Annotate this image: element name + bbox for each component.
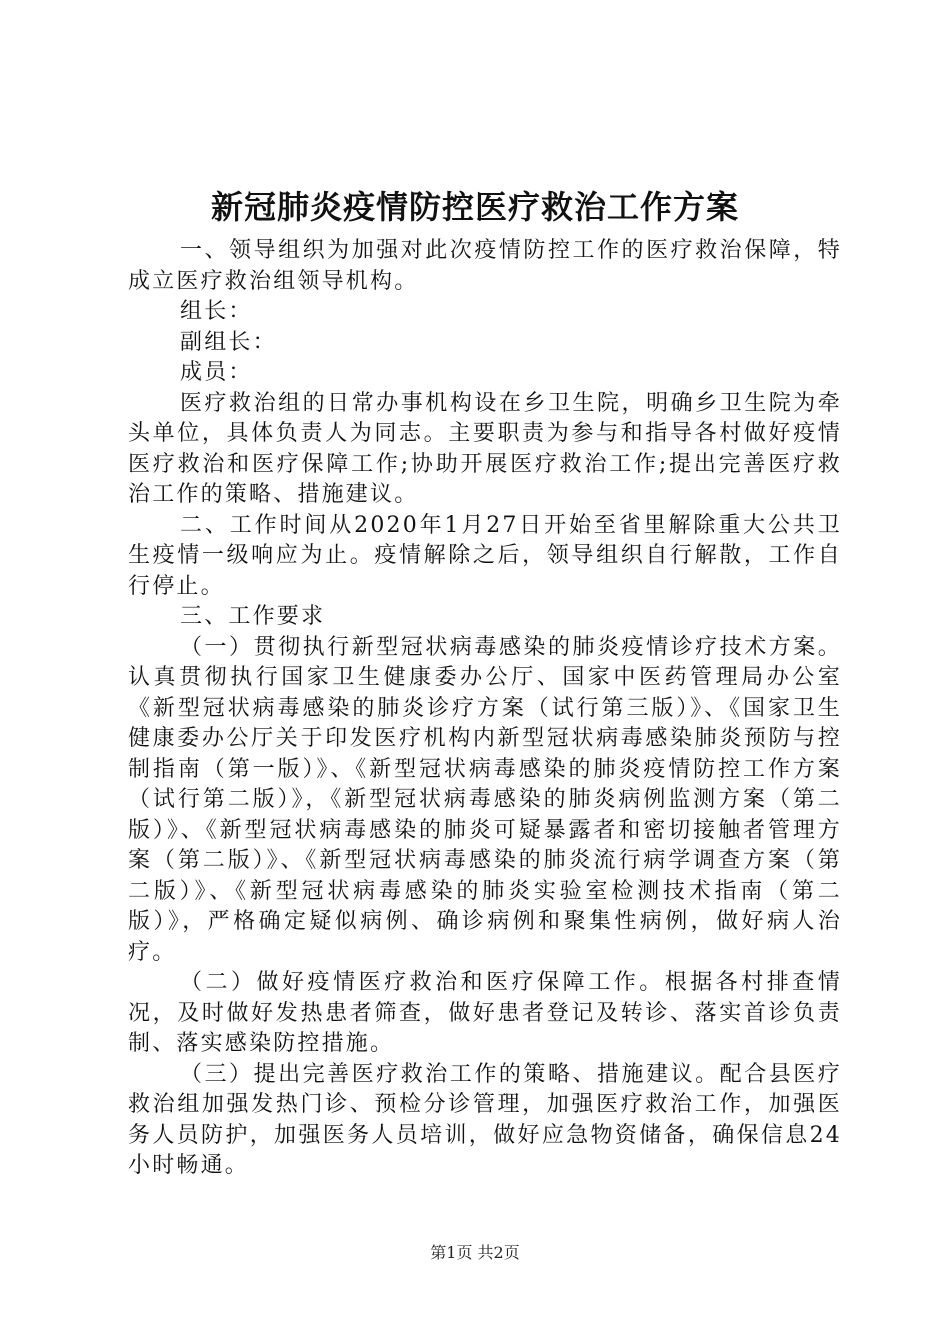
paragraph-leader: 组长：: [180, 299, 253, 324]
paragraph-requirement-1: （一）贯彻执行新型冠状病毒感染的肺炎疫情诊疗技术方案。认真贯彻执行国家卫生健康委办公厅、国家中医药管理局办公室《新型冠状病毒感染的肺炎诊疗方案（试行第三版）》、《国家卫生健康委办公厅关于印发医疗机构内新型冠状病毒感染肺炎预防与控制指南（第一版）》、《新型冠状病毒感染的肺炎疫情防控工作方案（试行第二版）》，《新型冠状病毒感染的肺炎病例监测方案（第二版）》、《新型冠状病毒感染的肺炎可疑暴露者和密切接触者管理方案（第二版）》、《新型冠状病毒感染的肺炎流行病学调查方案（第二版）》、《新型冠状病毒感染的肺炎实验室检测技术指南（第二版）》，严格确定疑似病例、确诊病例和聚集性病例，做好病人治疗。: [128, 634, 842, 965]
document-body: [128, 236, 842, 1182]
paragraph-requirement-3: （三）提出完善医疗救治工作的策略、措施建议。配合县医疗救治组加强发热门诊、预检分诊管理，加强医疗救治工作，加强医务人员防护，加强医务人员培训，做好应急物资储备，确保信息24小时畅通。: [128, 1061, 842, 1178]
paragraph-office: 医疗救治组的日常办事机构设在乡卫生院，明确乡卫生院为牵头单位，具体负责人为同志。主要职责为参与和指导各村做好疫情医疗救治和医疗保障工作;协助开展医疗救治工作;提出完善医疗救治工作的策略、措施建议。: [128, 390, 842, 507]
paragraph-deputy-leader: 副组长：: [180, 329, 277, 355]
paragraph-leadership: 一、领导组织为加强对此次疫情防控工作的医疗救治保障，特成立医疗救治组领导机构。: [128, 238, 842, 294]
paragraph-requirement-2: （二）做好疫情医疗救治和医疗保障工作。根据各村排查情况，及时做好发热患者筛查，做好患者登记及转诊、落实首诊负责制、落实感染防控措施。: [128, 970, 842, 1056]
document-title: 新冠肺炎疫情防控医疗救治工作方案: [210, 188, 739, 226]
paragraph-requirements-heading: 三、工作要求: [180, 604, 326, 629]
page-number-footer: 第1页 共2页: [430, 1243, 520, 1262]
paragraph-work-period: 二、工作时间从2020年1月27日开始至省里解除重大公共卫生疫情一级响应为止。疫情解除之后，领导组织自行解散，工作自行停止。: [128, 512, 842, 599]
paragraph-members: 成员：: [180, 360, 253, 385]
